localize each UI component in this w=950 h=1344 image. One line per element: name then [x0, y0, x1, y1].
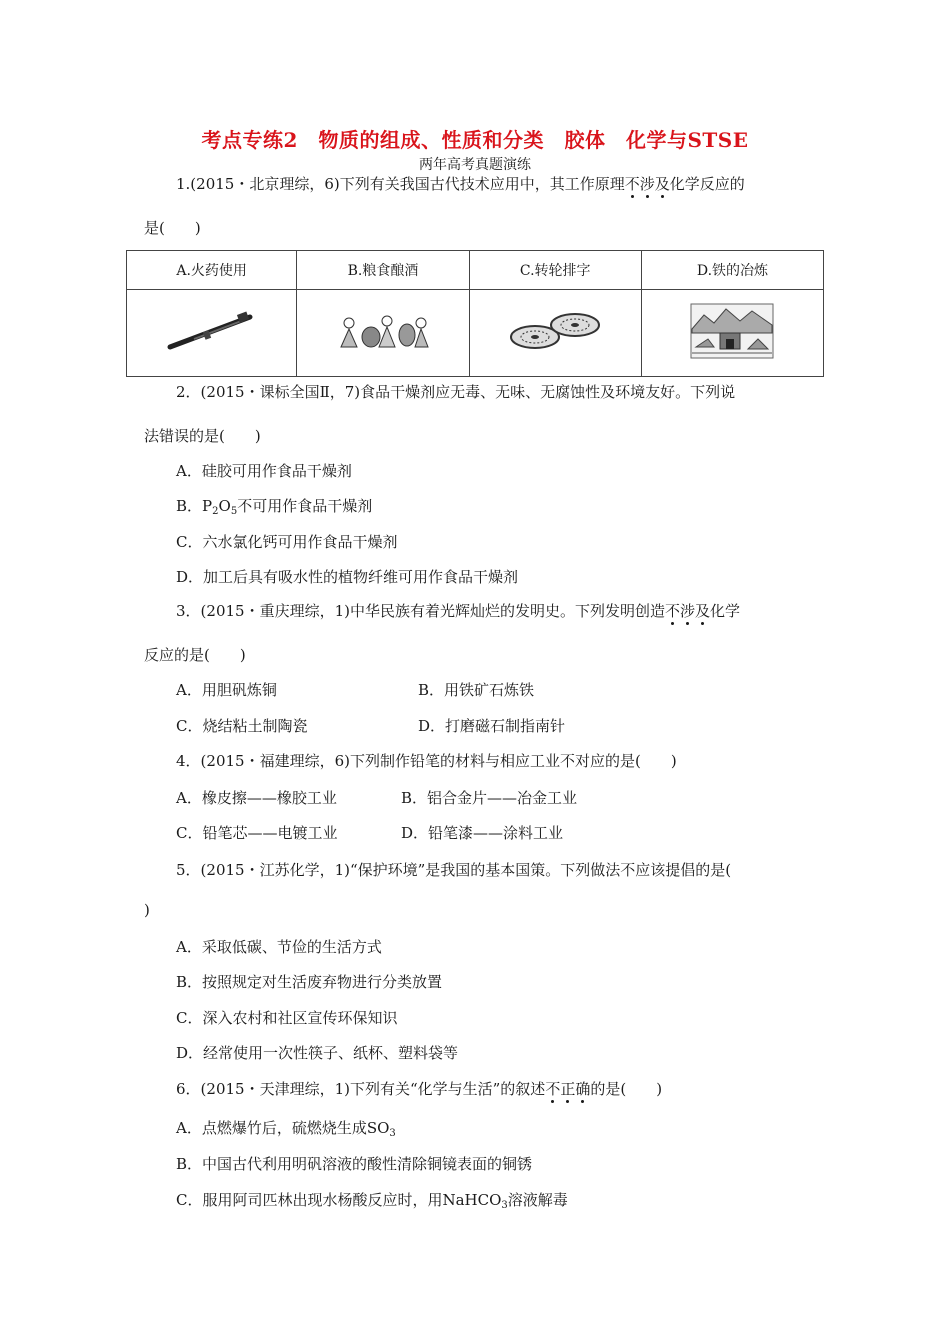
question-6-option-c: C．服用阿司匹林出现水杨酸反应时，用NaHCO$_3$溶液解毒	[176, 1191, 568, 1211]
rotating-type-wheel-image	[507, 309, 603, 353]
page-subtitle: 两年高考真题演练	[419, 157, 531, 173]
question-1-options-table	[126, 250, 824, 377]
question-4-option-a: A．橡皮擦——橡胶工业	[176, 789, 337, 807]
question-2-option-c: C．六水氯化钙可用作食品干燥剂	[176, 533, 398, 551]
question-5-option-c: C．深入农村和社区宣传环保知识	[176, 1009, 398, 1027]
question-2-stem-cont: 法错误的是( )	[144, 427, 261, 445]
question-5-option-a: A．采取低碳、节俭的生活方式	[176, 938, 382, 956]
question-2-stem: 2．(2015・课标全国Ⅱ，7)食品干燥剂应无毒、无味、无腐蚀性及环境友好。下列说	[176, 383, 736, 401]
question-2-option-a: A．硅胶可用作食品干燥剂	[176, 462, 352, 480]
option-c-picture	[469, 290, 641, 377]
question-6-stem: 6．(2015・天津理综，1)下列有关“化学与生活”的叙述不正确的是( )	[176, 1080, 663, 1098]
option-b-picture	[297, 290, 469, 377]
question-3-option-a: A．用胆矾炼铜	[176, 681, 277, 699]
question-3-stem-cont: 反应的是( )	[144, 646, 246, 664]
question-4-option-d: D．铅笔漆——涂料工业	[401, 824, 564, 842]
cannon-image	[164, 309, 260, 353]
question-1-stem: 1.(2015・北京理综，6)下列有关我国古代技术应用中，其工作原理不涉及化学反应的	[176, 175, 745, 193]
question-4-option-c: C．铅笔芯——电镀工业	[176, 824, 338, 842]
question-5-stem-cont: )	[144, 901, 150, 919]
question-5-option-b: B．按照规定对生活废弃物进行分类放置	[176, 973, 443, 991]
brewing-image	[335, 311, 431, 351]
question-3-stem: 3．(2015・重庆理综，1)中华民族有着光辉灿烂的发明史。下列发明创造不涉及化学	[176, 602, 741, 620]
question-6-option-a: A．点燃爆竹后，硫燃烧生成$SO_3$	[176, 1119, 396, 1139]
question-5-stem: 5．(2015・江苏化学，1)“保护环境”是我国的基本国策。下列做法不应该提倡的是(	[176, 861, 732, 879]
page-title: 考点专练2 物质的组成、性质和分类 胶体 化学与STSE	[201, 128, 749, 152]
option-a-label: A.火药使用	[127, 251, 297, 290]
question-6-option-b: B．中国古代利用明矾溶液的酸性清除铜镜表面的铜锈	[176, 1155, 533, 1173]
question-2-option-b: B．$P_2O_5$不可用作食品干燥剂	[176, 497, 373, 517]
option-b-label: B.粮食酿酒	[297, 251, 469, 290]
iron-smelting-image	[690, 303, 774, 359]
question-4-stem: 4．(2015・福建理综，6)下列制作铅笔的材料与相应工业不对应的是( )	[176, 752, 677, 770]
option-c-label: C.转轮排字	[469, 251, 641, 290]
question-1-stem-cont: 是( )	[144, 219, 201, 237]
question-3-option-d: D．打磨磁石制指南针	[418, 717, 566, 735]
option-d-picture	[641, 290, 823, 377]
option-a-picture	[127, 290, 297, 377]
question-4-option-b: B．铝合金片——冶金工业	[401, 789, 578, 807]
question-5-option-d: D．经常使用一次性筷子、纸杯、塑料袋等	[176, 1044, 459, 1062]
question-3-option-c: C．烧结粘土制陶瓷	[176, 717, 308, 735]
question-3-option-b: B．用铁矿石炼铁	[418, 681, 535, 699]
option-d-label: D.铁的冶炼	[641, 251, 823, 290]
question-2-option-d: D．加工后具有吸水性的植物纤维可用作食品干燥剂	[176, 568, 519, 586]
